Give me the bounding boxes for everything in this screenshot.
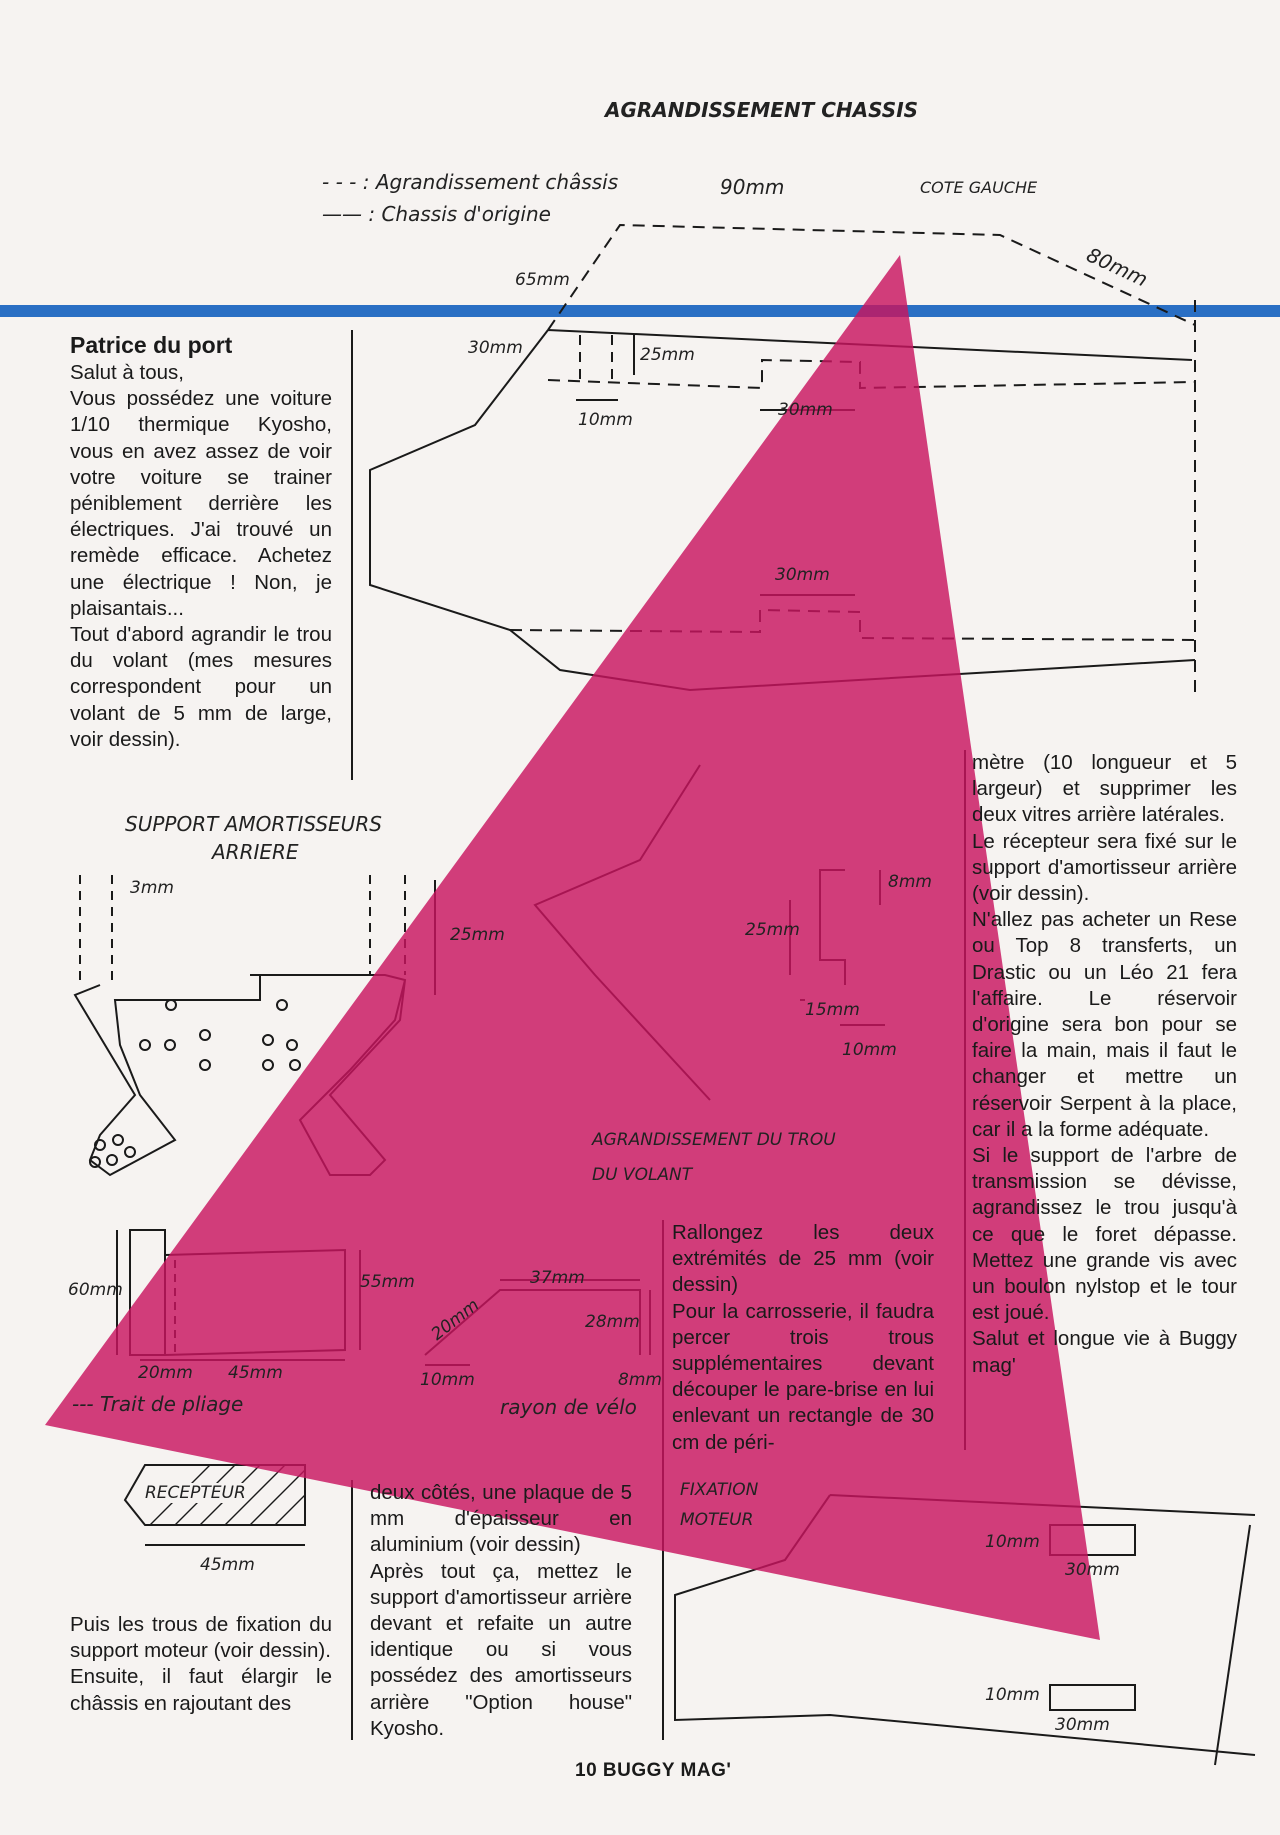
support-dim-3mm: 3mm — [130, 878, 174, 898]
paragraph: Salut et longue vie à Buggy mag' — [972, 1327, 1237, 1377]
plate-dim-55mm: 55mm — [360, 1272, 415, 1292]
support-dim-25mm: 25mm — [450, 925, 505, 945]
paragraph: Après tout ça, mettez le support d'amortisseur arrière devant et refaite un autre identique ou si vous possédez des amortisseurs arrière "Option house" Kyosho. — [370, 1559, 632, 1740]
dim-10mm: 10mm — [578, 410, 633, 430]
volant-title-2: DU VOLANT — [592, 1165, 693, 1185]
plate-dim-20mm: 20mm — [138, 1363, 193, 1383]
article-col2-bottom — [370, 1480, 632, 1742]
moteur-dim-10mm-a: 10mm — [985, 1532, 1040, 1552]
dim-80mm: 80mm — [1082, 242, 1152, 292]
article-col3-bottom — [672, 1220, 934, 1456]
paragraph: Tout d'abord agrandir le trou du volant (mes mesures correspondent pour un volant de 5 mm de large, voir dessin). — [70, 623, 332, 751]
dim-90mm: 90mm — [720, 175, 785, 199]
rayon-dim-28mm: 28mm — [585, 1312, 640, 1332]
rayon-label: rayon de vélo — [500, 1395, 637, 1419]
article-title: Patrice du port — [70, 332, 233, 358]
plate-dim-60mm: 60mm — [68, 1280, 123, 1300]
article-col1-bottom — [70, 1612, 332, 1717]
rayon-dim-8mm: 8mm — [618, 1370, 662, 1390]
volant-dim-15mm: 15mm — [805, 1000, 860, 1020]
volant-title-1: AGRANDISSEMENT DU TROU — [592, 1130, 836, 1150]
paragraph: Salut à tous, — [70, 361, 184, 384]
legend-dashed: - - - : Agrandissement châssis — [322, 170, 619, 194]
paragraph: deux côtés, une plaque de 5 mm d'épaisseur en aluminium (voir dessin) — [370, 1481, 632, 1557]
paragraph: Pour la carrosserie, il faudra percer trois trous supplémentaires devant découper le pare-brise en lui enlevant un rectangle de 30 cm de péri- — [672, 1299, 934, 1454]
support-title-1: SUPPORT AMORTISSEURS — [125, 812, 382, 836]
article-col4 — [972, 750, 1237, 1379]
fold-label: --- Trait de pliage — [72, 1392, 244, 1416]
rayon-dim-20mm: 20mm — [427, 1295, 484, 1345]
moteur-title-2: MOTEUR — [680, 1510, 754, 1530]
dim-30mm-c: 30mm — [775, 565, 830, 585]
recepteur-label: RECEPTEUR — [145, 1483, 246, 1503]
plate-dim-45mm: 45mm — [228, 1363, 283, 1383]
volant-dim-25mm: 25mm — [745, 920, 800, 940]
paragraph: Vous possédez une voiture 1/10 thermique Kyosho, vous en avez assez de voir votre voiture se trainer péniblement derrière les électriques. J'ai trouvé un remède efficace. Achetez une électrique ! Non, je plaisantais... — [70, 387, 332, 620]
dim-30mm-b: 30mm — [778, 400, 833, 420]
moteur-title-1: FIXATION — [680, 1480, 759, 1500]
paragraph: Ensuite, il faut élargir le châssis en rajoutant des — [70, 1665, 332, 1715]
moteur-dim-30mm-b: 30mm — [1055, 1715, 1110, 1735]
legend-solid: —— : Chassis d'origine — [322, 202, 551, 226]
support-title-2: ARRIERE — [212, 840, 299, 864]
rayon-dim-37mm: 37mm — [530, 1268, 585, 1288]
paragraph: Rallongez les deux extrémités de 25 mm (voir dessin) — [672, 1221, 934, 1297]
moteur-dim-10mm-b: 10mm — [985, 1685, 1040, 1705]
article-col1-top — [70, 330, 332, 753]
dim-65mm: 65mm — [515, 270, 570, 290]
recepteur-dim-45mm: 45mm — [200, 1555, 255, 1575]
moteur-dim-30mm-a: 30mm — [1065, 1560, 1120, 1580]
side-label: COTE GAUCHE — [920, 178, 1038, 197]
dim-25mm: 25mm — [640, 345, 695, 365]
volant-dim-10mm: 10mm — [842, 1040, 897, 1060]
dim-30mm-a: 30mm — [468, 338, 523, 358]
rayon-dim-10mm: 10mm — [420, 1370, 475, 1390]
paragraph: Le récepteur sera fixé sur le support d'amortisseur arrière (voir dessin). — [972, 829, 1237, 906]
paragraph: Si le support de l'arbre de transmission se dévisse, agrandissez le trou jusqu'à ce que le foret dépasse. Mettez une grande vis avec un boulon nylstop et le tour est joué. — [972, 1144, 1237, 1325]
chassis-title: AGRANDISSEMENT CHASSIS — [605, 98, 919, 122]
paragraph: N'allez pas acheter un Rese ou Top 8 transferts, un Drastic ou un Léo 21 fera l'affaire. Le réservoir d'origine sera bon pour se faire la main, mais il faut le changer et mettre un réservoir Serpent à la place, car il a la forme adéquate. — [972, 908, 1237, 1141]
page-footer: 10 BUGGY MAG' — [575, 1760, 732, 1781]
paragraph: Puis les trous de fixation du support moteur (voir dessin). — [70, 1613, 332, 1663]
paragraph: mètre (10 longueur et 5 largeur) et supprimer les deux vitres arrière latérales. — [972, 751, 1237, 827]
volant-dim-8mm: 8mm — [888, 872, 932, 892]
